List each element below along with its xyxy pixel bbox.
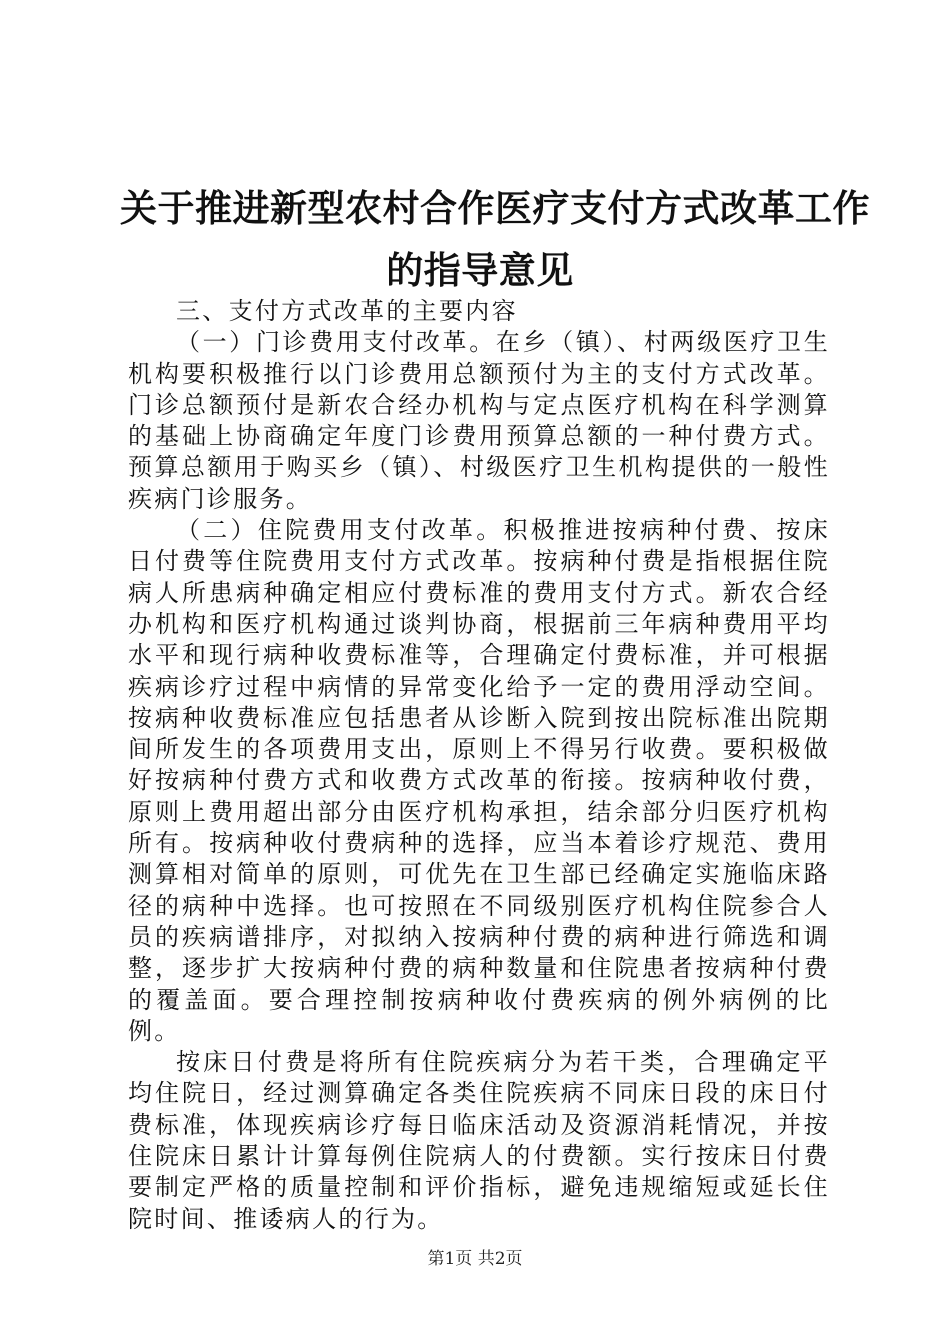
section-heading: 三、支付方式改革的主要内容	[176, 297, 518, 325]
paragraph-per-diem-payment: 按床日付费是将所有住院疾病分为若干类，合理确定平均住院日，经过测算确定各类住院疾病不同床日段的床日付费标准，体现疾病诊疗每日临床活动及资源消耗情况，并按住院床日累计计算每例住院病人的付费额。实行按床日付费要制定严格的质量控制和评价指标，避免违规缩短或延长住院时间、推诿病人的行为。	[128, 1048, 830, 1233]
paragraph-inpatient-payment: （二）住院费用支付改革。积极推进按病种付费、按床日付费等住院费用支付方式改革。按病种付费是指根据住院病人所患病种确定相应付费标准的费用支付方式。新农合经办机构和医疗机构通过谈判协商，根据前三年病种费用平均水平和现行病种收费标准等，合理确定付费标准，并可根据疾病诊疗过程中病情的异常变化给予一定的费用浮动空间。按病种收费标准应包括患者从诊断入院到按出院标准出院期间所发生的各项费用支出，原则上不得另行收费。要积极做好按病种付费方式和收费方式改革的衔接。按病种收付费，原则上费用超出部分由医疗机构承担，结余部分归医疗机构所有。按病种收付费病种的选择，应当本着诊疗规范、费用测算相对简单的原则，可优先在卫生部已经确定实施临床路径的病种中选择。也可按照在不同级别医疗机构住院参合人员的疾病谱排序，对拟纳入按病种付费的病种进行筛选和调整，逐步扩大按病种付费的病种数量和住院患者按病种付费的覆盖面。要合理控制按病种收付费疾病的例外病例的比例。	[128, 516, 830, 1045]
document-body	[128, 296, 830, 1235]
document-title	[120, 178, 870, 302]
title-line-1: 关于推进新型农村合作医疗支付方式改革工作	[120, 187, 870, 230]
title-line-2: 的指导意见	[386, 249, 574, 292]
paragraph-outpatient-payment: （一）门诊费用支付改革。在乡（镇）、村两级医疗卫生机构要积极推行以门诊费用总额预付为主的支付方式改革。门诊总额预付是新农合经办机构与定点医疗机构在科学测算的基础上协商确定年度门诊费用预算总额的一种付费方式。预算总额用于购买乡（镇）、村级医疗卫生机构提供的一般性疾病门诊服务。	[128, 328, 830, 513]
page-number-footer: 第1页 共2页	[427, 1249, 523, 1269]
